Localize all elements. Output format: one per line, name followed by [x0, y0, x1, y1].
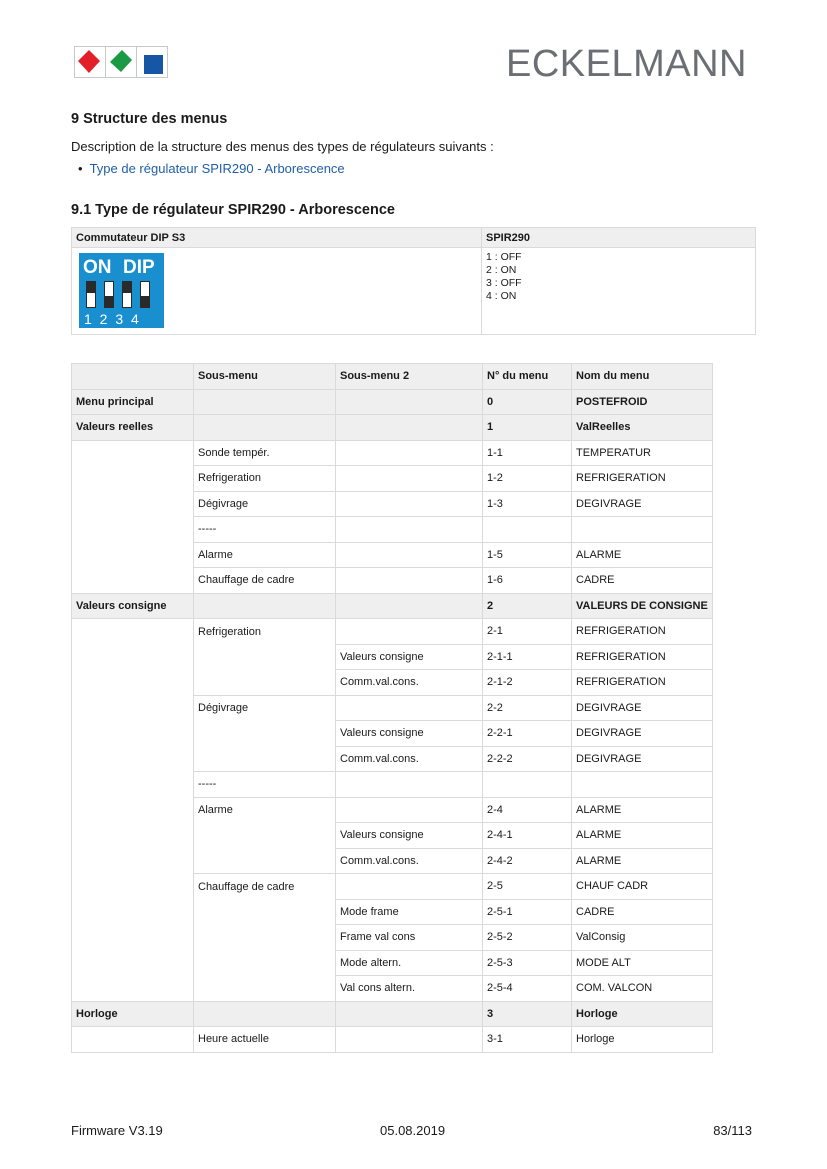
menu-sub-row: [72, 976, 713, 1002]
col-sub-menu-2: Frame val cons: [336, 925, 483, 951]
col-sub-menu-2: Valeurs consigne: [336, 644, 483, 670]
menu-sub-row: [72, 746, 713, 772]
col-sub-menu-2: [336, 415, 483, 441]
dip-table-header-row: [72, 228, 756, 248]
col-sub-menu-2: Valeurs consigne: [336, 823, 483, 849]
col-menu-number: 2-2-1: [483, 721, 572, 747]
dip-header-model: SPIR290: [482, 228, 756, 248]
dip-position: 2 : ON: [486, 264, 517, 276]
col-main-menu: [72, 695, 194, 721]
section-title: 9 Structure des menus: [71, 111, 228, 127]
col-menu-number: 2: [483, 593, 572, 619]
col-sub-menu: [194, 1001, 336, 1027]
col-sub-menu-2: [336, 491, 483, 517]
menu-sub-row: [72, 466, 713, 492]
col-sub-menu: Heure actuelle: [194, 1027, 336, 1053]
col-menu-number: 2-5: [483, 874, 572, 900]
dip-on-label: ON: [83, 257, 112, 278]
col-sub-menu-2: [336, 568, 483, 594]
col-menu-number: [483, 517, 572, 543]
col-main-menu: [72, 466, 194, 492]
col-menu-name: ValReelles: [572, 415, 713, 441]
col-sub-menu: [194, 389, 336, 415]
dip-switch-3: [122, 281, 132, 308]
dip-position: 1 : OFF: [486, 251, 522, 263]
header-col-menu-name: Nom du menu: [572, 364, 713, 390]
col-menu-name: ALARME: [572, 797, 713, 823]
col-sub-menu: [194, 593, 336, 619]
col-menu-name: POSTEFROID: [572, 389, 713, 415]
menu-sub-row: [72, 517, 713, 543]
col-main-menu: [72, 848, 194, 874]
col-menu-number: 2-4: [483, 797, 572, 823]
col-menu-number: 1-5: [483, 542, 572, 568]
col-main-menu: [72, 950, 194, 976]
col-menu-number: 1: [483, 415, 572, 441]
menu-sub-row: [72, 797, 713, 823]
col-menu-name: DEGIVRAGE: [572, 695, 713, 721]
col-menu-number: 2-2-2: [483, 746, 572, 772]
col-menu-number: 1-2: [483, 466, 572, 492]
col-menu-name: ALARME: [572, 823, 713, 849]
col-sub-menu-2: Comm.val.cons.: [336, 746, 483, 772]
col-main-menu: [72, 568, 194, 594]
menu-sub-row: [72, 695, 713, 721]
col-sub-menu: [194, 415, 336, 441]
col-menu-number: 2-1-1: [483, 644, 572, 670]
col-menu-name: REFRIGERATION: [572, 619, 713, 645]
col-menu-name: ALARME: [572, 542, 713, 568]
col-menu-number: 1-1: [483, 440, 572, 466]
col-sub-menu-2: Comm.val.cons.: [336, 848, 483, 874]
col-menu-name: DEGIVRAGE: [572, 491, 713, 517]
col-menu-name: TEMPERATUR: [572, 440, 713, 466]
col-main-menu: [72, 797, 194, 823]
col-main-menu: Valeurs consigne: [72, 593, 194, 619]
col-sub-menu-2: [336, 389, 483, 415]
col-menu-number: 2-5-3: [483, 950, 572, 976]
col-menu-name: ALARME: [572, 848, 713, 874]
col-sub-menu-2: [336, 695, 483, 721]
menu-main-row: [72, 415, 713, 441]
col-menu-number: 3-1: [483, 1027, 572, 1053]
menu-main-row: [72, 389, 713, 415]
col-menu-number: 3: [483, 1001, 572, 1027]
col-menu-name: REFRIGERATION: [572, 466, 713, 492]
col-sub-menu-2: [336, 466, 483, 492]
col-sub-menu-2: [336, 874, 483, 900]
menu-sub-row: [72, 440, 713, 466]
col-menu-name: MODE ALT: [572, 950, 713, 976]
col-sub-menu: -----: [194, 772, 336, 798]
dip-switch-4: [140, 281, 150, 308]
col-sub-menu-2: Comm.val.cons.: [336, 670, 483, 696]
col-sub-menu: Refrigeration: [194, 619, 336, 645]
col-menu-name: [572, 772, 713, 798]
col-menu-number: 2-2: [483, 695, 572, 721]
dip-switch-1: [86, 281, 96, 308]
menu-sub-row: [72, 899, 713, 925]
dip-positions-cell: [482, 248, 756, 335]
col-main-menu: [72, 440, 194, 466]
col-main-menu: [72, 619, 194, 645]
dip-table-row: [72, 248, 756, 335]
col-sub-menu: Chauffage de cadre: [194, 568, 336, 594]
bullet-list-item: [78, 161, 345, 176]
col-sub-menu-2: [336, 797, 483, 823]
col-sub-menu-2: [336, 1027, 483, 1053]
footer-date: 05.08.2019: [380, 1123, 446, 1138]
col-menu-number: 2-4-2: [483, 848, 572, 874]
col-menu-number: 1-6: [483, 568, 572, 594]
col-main-menu: [72, 823, 194, 849]
col-menu-number: 1-3: [483, 491, 572, 517]
col-sub-menu: Dégivrage: [194, 491, 336, 517]
col-main-menu: [72, 721, 194, 747]
dip-position: 3 : OFF: [486, 277, 522, 289]
col-menu-name: DEGIVRAGE: [572, 721, 713, 747]
col-menu-number: [483, 772, 572, 798]
col-main-menu: [72, 670, 194, 696]
col-menu-number: 0: [483, 389, 572, 415]
col-sub-menu-2: [336, 440, 483, 466]
menu-sub-row: [72, 950, 713, 976]
footer-firmware: Firmware V3.19: [71, 1123, 163, 1138]
col-menu-number: 2-5-2: [483, 925, 572, 951]
col-sub-menu: [194, 848, 336, 874]
col-main-menu: [72, 542, 194, 568]
col-menu-number: 2-1-2: [483, 670, 572, 696]
subsection-title: 9.1 Type de régulateur SPIR290 - Arborescence: [71, 202, 395, 218]
col-main-menu: [72, 517, 194, 543]
menu-main-row: [72, 593, 713, 619]
col-sub-menu: [194, 746, 336, 772]
menu-sub-row: [72, 670, 713, 696]
col-sub-menu: Alarme: [194, 542, 336, 568]
menu-sub-row: [72, 925, 713, 951]
col-menu-number: 2-4-1: [483, 823, 572, 849]
col-menu-name: Horloge: [572, 1001, 713, 1027]
col-main-menu: Valeurs reelles: [72, 415, 194, 441]
col-sub-menu: [194, 823, 336, 849]
col-sub-menu: [194, 721, 336, 747]
col-menu-name: CHAUF CADR: [572, 874, 713, 900]
col-menu-name: CADRE: [572, 568, 713, 594]
menu-sub-row: [72, 619, 713, 645]
col-sub-menu-2: [336, 593, 483, 619]
col-main-menu: Horloge: [72, 1001, 194, 1027]
col-main-menu: [72, 1027, 194, 1053]
col-sub-menu: [194, 925, 336, 951]
col-menu-name: ValConsig: [572, 925, 713, 951]
menu-sub-row: [72, 644, 713, 670]
col-main-menu: [72, 925, 194, 951]
menu-sub-row: [72, 542, 713, 568]
col-sub-menu-2: Mode frame: [336, 899, 483, 925]
col-sub-menu: [194, 899, 336, 925]
col-menu-number: 2-1: [483, 619, 572, 645]
col-sub-menu-2: Valeurs consigne: [336, 721, 483, 747]
header-col-main-menu: [72, 364, 194, 390]
header-col-sub-menu-2: Sous-menu 2: [336, 364, 483, 390]
dip-image-cell: [72, 248, 482, 335]
col-main-menu: Menu principal: [72, 389, 194, 415]
col-main-menu: [72, 772, 194, 798]
col-main-menu: [72, 874, 194, 900]
col-sub-menu-2: [336, 619, 483, 645]
col-menu-name: [572, 517, 713, 543]
col-sub-menu-2: Val cons altern.: [336, 976, 483, 1002]
menu-sub-row: [72, 848, 713, 874]
col-sub-menu-2: [336, 1001, 483, 1027]
menu-sub-row: [72, 823, 713, 849]
dip-switch-table: [71, 227, 756, 335]
col-sub-menu: [194, 950, 336, 976]
menu-sub-row: [72, 772, 713, 798]
dip-switch-2: [104, 281, 114, 308]
dip-dip-label: DIP: [123, 257, 155, 278]
col-main-menu: [72, 746, 194, 772]
col-sub-menu: Dégivrage: [194, 695, 336, 721]
col-menu-name: REFRIGERATION: [572, 670, 713, 696]
col-sub-menu: [194, 644, 336, 670]
col-menu-name: COM. VALCON: [572, 976, 713, 1002]
col-sub-menu-2: [336, 517, 483, 543]
col-sub-menu: -----: [194, 517, 336, 543]
col-main-menu: [72, 899, 194, 925]
col-sub-menu-2: [336, 542, 483, 568]
footer-page-number: 83/113: [713, 1123, 752, 1138]
brand-name: ECKELMANN: [506, 43, 747, 85]
menu-sub-row: [72, 874, 713, 900]
menu-structure-table: [71, 363, 713, 1053]
dip-header-switch: Commutateur DIP S3: [72, 228, 482, 248]
dip-numbers: 1 2 3 4: [84, 311, 141, 327]
header-col-menu-number: N° du menu: [483, 364, 572, 390]
col-sub-menu: [194, 670, 336, 696]
bullet-glyph: •: [78, 161, 83, 176]
eckelmann-logo-icon: [74, 46, 168, 78]
menu-table-body: [72, 364, 713, 1053]
col-menu-name: VALEURS DE CONSIGNE: [572, 593, 713, 619]
col-sub-menu: [194, 976, 336, 1002]
dip-position: 4 : ON: [486, 290, 517, 302]
col-main-menu: [72, 976, 194, 1002]
col-menu-name: CADRE: [572, 899, 713, 925]
col-menu-name: REFRIGERATION: [572, 644, 713, 670]
col-sub-menu: Refrigeration: [194, 466, 336, 492]
menu-sub-row: [72, 721, 713, 747]
col-sub-menu: Chauffage de cadre: [194, 874, 336, 900]
dip-switch-image: [79, 253, 164, 328]
col-sub-menu: Alarme: [194, 797, 336, 823]
col-menu-number: 2-5-1: [483, 899, 572, 925]
col-sub-menu: Sonde tempér.: [194, 440, 336, 466]
header-col-sub-menu: Sous-menu: [194, 364, 336, 390]
col-sub-menu-2: Mode altern.: [336, 950, 483, 976]
intro-text: Description de la structure des menus des types de régulateurs suivants :: [71, 139, 494, 154]
col-main-menu: [72, 491, 194, 517]
menu-sub-row: [72, 491, 713, 517]
col-menu-name: Horloge: [572, 1027, 713, 1053]
menu-sub-row: [72, 1027, 713, 1053]
menu-main-row: [72, 1001, 713, 1027]
toc-link[interactable]: Type de régulateur SPIR290 - Arborescence: [89, 161, 345, 176]
col-sub-menu-2: [336, 772, 483, 798]
col-menu-number: 2-5-4: [483, 976, 572, 1002]
menu-table-header-row: [72, 364, 713, 390]
col-menu-name: DEGIVRAGE: [572, 746, 713, 772]
col-main-menu: [72, 644, 194, 670]
menu-sub-row: [72, 568, 713, 594]
